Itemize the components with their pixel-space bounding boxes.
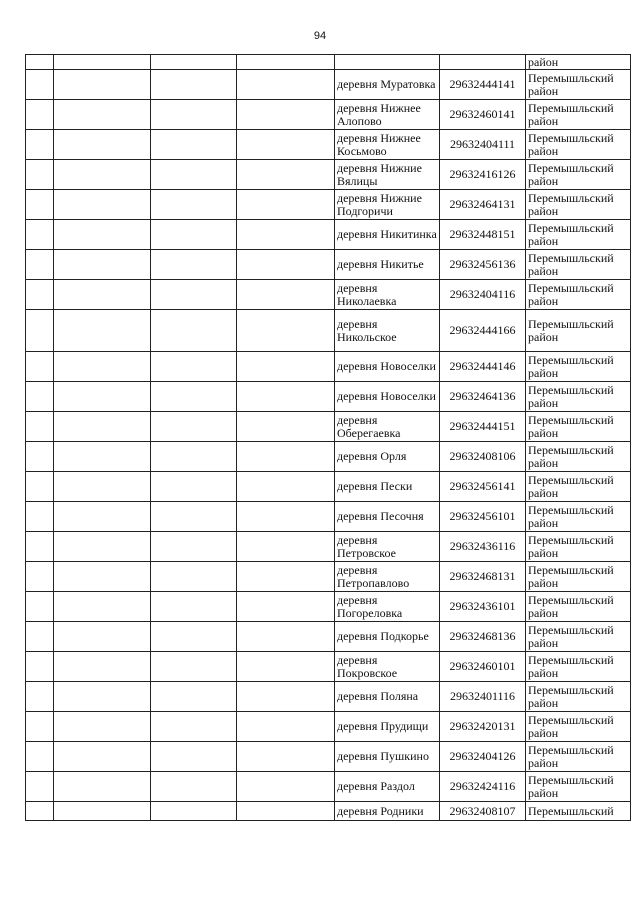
cell-empty	[26, 712, 54, 742]
cell-empty	[151, 55, 237, 70]
cell-settlement-name: деревня Петровское	[335, 532, 440, 562]
cell-empty	[54, 742, 151, 772]
cell-empty	[26, 502, 54, 532]
cell-empty	[151, 352, 237, 382]
cell-empty	[237, 532, 335, 562]
table-row	[26, 310, 631, 352]
cell-empty	[54, 502, 151, 532]
cell-empty	[26, 55, 54, 70]
cell-empty	[151, 382, 237, 412]
cell-empty	[26, 652, 54, 682]
cell-settlement-name: деревня Прудищи	[335, 712, 440, 742]
cell-settlement-name: деревня Никитинка	[335, 220, 440, 250]
cell-empty	[151, 622, 237, 652]
cell-empty	[151, 442, 237, 472]
cell-empty	[237, 100, 335, 130]
cell-empty	[237, 220, 335, 250]
table-row	[26, 100, 631, 130]
cell-district: Перемышльский район	[526, 352, 631, 382]
cell-empty	[237, 160, 335, 190]
cell-empty	[54, 802, 151, 821]
cell-empty	[26, 160, 54, 190]
cell-empty	[54, 70, 151, 100]
cell-empty	[26, 280, 54, 310]
cell-district: Перемышльский район	[526, 412, 631, 442]
cell-empty	[54, 412, 151, 442]
cell-district: Перемышльский район	[526, 562, 631, 592]
cell-oktmo-code: 29632436116	[440, 532, 526, 562]
table-row	[26, 682, 631, 712]
cell-empty	[26, 190, 54, 220]
table-row	[26, 772, 631, 802]
cell-oktmo-code: 29632456141	[440, 472, 526, 502]
cell-empty	[151, 100, 237, 130]
cell-empty	[237, 502, 335, 532]
cell-empty	[54, 250, 151, 280]
page-number: 94	[313, 30, 327, 42]
cell-empty	[26, 742, 54, 772]
cell-empty	[151, 562, 237, 592]
cell-district: Перемышльский район	[526, 532, 631, 562]
cell-empty	[237, 130, 335, 160]
cell-empty	[54, 190, 151, 220]
table-row	[26, 472, 631, 502]
cell-settlement-name: деревня Никитье	[335, 250, 440, 280]
cell-district: Перемышльский район	[526, 382, 631, 412]
cell-empty	[237, 772, 335, 802]
cell-empty	[151, 682, 237, 712]
table-row	[26, 250, 631, 280]
table-row	[26, 712, 631, 742]
table-row	[26, 130, 631, 160]
cell-district: Перемышльский район	[526, 310, 631, 352]
cell-empty	[151, 592, 237, 622]
cell-settlement-name: деревня Поляна	[335, 682, 440, 712]
cell-empty	[26, 130, 54, 160]
cell-empty	[26, 352, 54, 382]
cell-settlement-name: деревня Новоселки	[335, 382, 440, 412]
cell-empty	[54, 562, 151, 592]
cell-empty	[237, 55, 335, 70]
cell-empty	[26, 562, 54, 592]
cell-district: Перемышльский район	[526, 742, 631, 772]
cell-oktmo-code: 29632404126	[440, 742, 526, 772]
table-row	[26, 742, 631, 772]
cell-settlement-name: деревня Новоселки	[335, 352, 440, 382]
cell-empty	[54, 652, 151, 682]
cell-empty	[237, 190, 335, 220]
cell-oktmo-code: 29632401116	[440, 682, 526, 712]
cell-settlement-name: деревня Погореловка	[335, 592, 440, 622]
cell-oktmo-code: 29632444166	[440, 310, 526, 352]
cell-empty	[237, 382, 335, 412]
cell-empty	[237, 592, 335, 622]
cell-settlement-name: деревня Покровское	[335, 652, 440, 682]
table-row	[26, 562, 631, 592]
cell-empty	[26, 532, 54, 562]
cell-settlement-name: деревня Раздол	[335, 772, 440, 802]
cell-empty	[26, 622, 54, 652]
table-row	[26, 502, 631, 532]
cell-oktmo-code: 29632436101	[440, 592, 526, 622]
cell-district: Перемышльский район	[526, 100, 631, 130]
cell-oktmo-code: 29632416126	[440, 160, 526, 190]
cell-oktmo-code: 29632460141	[440, 100, 526, 130]
table-row	[26, 532, 631, 562]
cell-oktmo-code: 29632468131	[440, 562, 526, 592]
cell-oktmo-code: 29632460101	[440, 652, 526, 682]
cell-empty	[54, 442, 151, 472]
cell-empty	[237, 280, 335, 310]
cell-district: район	[526, 55, 631, 70]
cell-settlement-name: деревня Подкорье	[335, 622, 440, 652]
cell-settlement-name: деревня Нижние Вялицы	[335, 160, 440, 190]
cell-settlement-name: деревня Песочня	[335, 502, 440, 532]
cell-empty	[237, 352, 335, 382]
cell-empty	[26, 100, 54, 130]
cell-empty	[54, 310, 151, 352]
cell-settlement-name: деревня Нижние Подгоричи	[335, 190, 440, 220]
cell-empty	[54, 55, 151, 70]
cell-district: Перемышльский район	[526, 682, 631, 712]
cell-empty	[335, 55, 440, 70]
cell-oktmo-code: 29632424116	[440, 772, 526, 802]
cell-district: Перемышльский район	[526, 592, 631, 622]
cell-empty	[151, 652, 237, 682]
cell-empty	[151, 772, 237, 802]
cell-district: Перемышльский район	[526, 130, 631, 160]
cell-settlement-name: деревня Пески	[335, 472, 440, 502]
cell-settlement-name: деревня Нижнее Алопово	[335, 100, 440, 130]
cell-empty	[151, 310, 237, 352]
cell-empty	[237, 802, 335, 821]
cell-empty	[26, 772, 54, 802]
cell-district: Перемышльский район	[526, 622, 631, 652]
cell-settlement-name: деревня Родники	[335, 802, 440, 821]
cell-empty	[26, 310, 54, 352]
cell-empty	[54, 712, 151, 742]
cell-oktmo-code: 29632404111	[440, 130, 526, 160]
cell-district: Перемышльский район	[526, 772, 631, 802]
cell-district: Перемышльский район	[526, 220, 631, 250]
cell-oktmo-code: 29632408107	[440, 802, 526, 821]
table-row	[26, 160, 631, 190]
cell-oktmo-code: 29632420131	[440, 712, 526, 742]
cell-settlement-name: деревня Петропавлово	[335, 562, 440, 592]
cell-district: Перемышльский район	[526, 250, 631, 280]
cell-empty	[26, 472, 54, 502]
table-row	[26, 652, 631, 682]
cell-empty	[151, 502, 237, 532]
table-row	[26, 352, 631, 382]
cell-empty	[237, 682, 335, 712]
cell-settlement-name: деревня Муратовка	[335, 70, 440, 100]
cell-oktmo-code: 29632464131	[440, 190, 526, 220]
cell-district: Перемышльский район	[526, 70, 631, 100]
cell-oktmo-code: 29632444141	[440, 70, 526, 100]
cell-district: Перемышльский район	[526, 502, 631, 532]
cell-empty	[237, 442, 335, 472]
cell-settlement-name: деревня Орля	[335, 442, 440, 472]
cell-empty	[151, 70, 237, 100]
table-row	[26, 70, 631, 100]
cell-empty	[54, 100, 151, 130]
cell-district: Перемышльский район	[526, 712, 631, 742]
cell-empty	[54, 280, 151, 310]
cell-empty	[26, 382, 54, 412]
cell-empty	[151, 802, 237, 821]
cell-empty	[54, 130, 151, 160]
cell-empty	[237, 70, 335, 100]
cell-oktmo-code: 29632404116	[440, 280, 526, 310]
cell-empty	[54, 622, 151, 652]
cell-empty	[54, 160, 151, 190]
cell-oktmo-code: 29632468136	[440, 622, 526, 652]
cell-empty	[151, 220, 237, 250]
cell-settlement-name: деревня Николаевка	[335, 280, 440, 310]
table-row	[26, 442, 631, 472]
cell-empty	[26, 70, 54, 100]
cell-empty	[237, 742, 335, 772]
cell-settlement-name: деревня Нижнее Косьмово	[335, 130, 440, 160]
table-row	[26, 280, 631, 310]
cell-empty	[26, 250, 54, 280]
cell-empty	[237, 310, 335, 352]
cell-empty	[151, 742, 237, 772]
cell-empty	[237, 622, 335, 652]
cell-empty	[237, 472, 335, 502]
cell-empty	[151, 472, 237, 502]
cell-district: Перемышльский район	[526, 472, 631, 502]
cell-empty	[26, 682, 54, 712]
cell-empty	[54, 352, 151, 382]
cell-oktmo-code: 29632456136	[440, 250, 526, 280]
table-row	[26, 412, 631, 442]
cell-settlement-name: деревня Никольское	[335, 310, 440, 352]
cell-settlement-name: деревня Оберегаевка	[335, 412, 440, 442]
cell-empty	[54, 682, 151, 712]
cell-oktmo-code: 29632464136	[440, 382, 526, 412]
settlement-registry-table	[25, 54, 631, 821]
table-row-continuation	[26, 55, 631, 70]
table-row	[26, 190, 631, 220]
table-row	[26, 220, 631, 250]
cell-empty	[26, 412, 54, 442]
cell-district: Перемышльский район	[526, 160, 631, 190]
table-row	[26, 592, 631, 622]
cell-empty	[26, 592, 54, 622]
cell-empty	[151, 280, 237, 310]
table-row	[26, 382, 631, 412]
cell-empty	[151, 712, 237, 742]
cell-empty	[151, 160, 237, 190]
cell-empty	[237, 562, 335, 592]
cell-district: Перемышльский	[526, 802, 631, 821]
cell-empty	[237, 712, 335, 742]
cell-empty	[151, 532, 237, 562]
cell-empty	[26, 802, 54, 821]
cell-oktmo-code: 29632448151	[440, 220, 526, 250]
cell-empty	[54, 532, 151, 562]
cell-settlement-name: деревня Пушкино	[335, 742, 440, 772]
table-row	[26, 622, 631, 652]
cell-empty	[151, 412, 237, 442]
cell-oktmo-code: 29632444146	[440, 352, 526, 382]
cell-empty	[54, 772, 151, 802]
cell-oktmo-code: 29632444151	[440, 412, 526, 442]
cell-empty	[151, 250, 237, 280]
cell-empty	[54, 220, 151, 250]
cell-empty	[237, 652, 335, 682]
cell-empty	[151, 130, 237, 160]
cell-district: Перемышльский район	[526, 190, 631, 220]
cell-empty	[26, 220, 54, 250]
cell-empty	[237, 412, 335, 442]
cell-district: Перемышльский район	[526, 652, 631, 682]
cell-empty	[26, 442, 54, 472]
cell-district: Перемышльский район	[526, 442, 631, 472]
cell-empty	[54, 382, 151, 412]
cell-empty	[237, 250, 335, 280]
cell-district: Перемышльский район	[526, 280, 631, 310]
cell-empty	[440, 55, 526, 70]
cell-empty	[54, 472, 151, 502]
cell-empty	[54, 592, 151, 622]
cell-oktmo-code: 29632456101	[440, 502, 526, 532]
cell-oktmo-code: 29632408106	[440, 442, 526, 472]
table-row	[26, 802, 631, 821]
cell-empty	[151, 190, 237, 220]
